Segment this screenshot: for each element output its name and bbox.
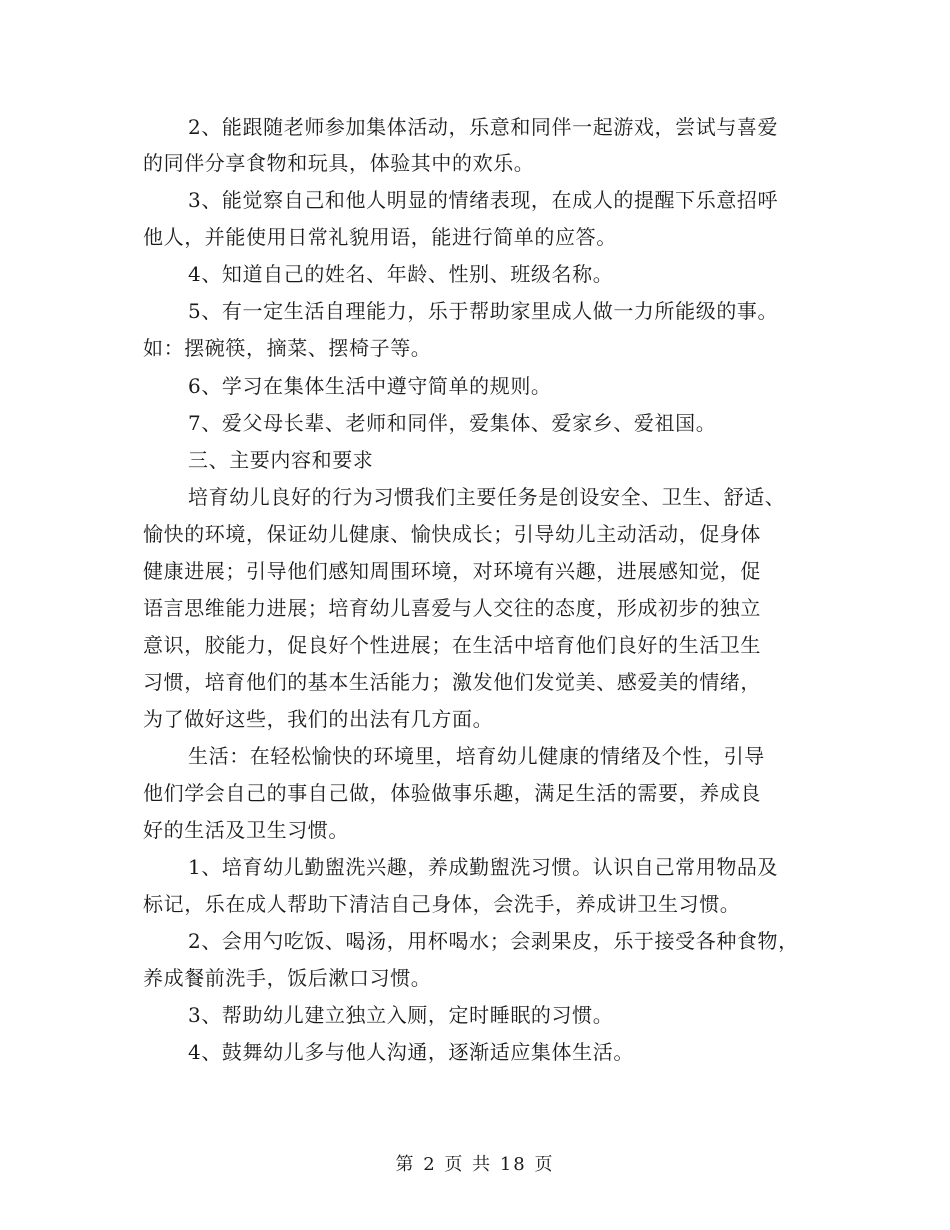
text-line: 养成餐前洗手，饭后漱口习惯。 <box>143 966 432 990</box>
text-line: 4、知道自己的姓名、年龄、性别、班级名称。 <box>188 262 614 286</box>
text-line: 好的生活及卫生习惯。 <box>143 818 349 842</box>
text-line: 2、能跟随老师参加集体活动，乐意和同伴一起游戏，尝试与喜爱 <box>188 115 779 139</box>
text-line: 他们学会自己的事自己做，体验做事乐趣，满足生活的需要，养成良 <box>143 781 761 805</box>
text-line: 生活：在轻松愉快的环境里，培育幼儿健康的情绪及个性，引导 <box>188 744 765 768</box>
section-heading: 三、主要内容和要求 <box>188 448 374 472</box>
text-line: 意识，胶能力，促良好个性进展；在生活中培育他们良好的生活卫生 <box>143 633 761 657</box>
text-line: 2、会用勺吃饭、喝汤，用杯喝水；会剥果皮，乐于接受各种食物， <box>188 929 799 953</box>
text-line: 培育幼儿良好的行为习惯我们主要任务是创设安全、卫生、舒适、 <box>188 485 786 509</box>
text-line: 3、能觉察自己和他人明显的情绪表现，在成人的提醒下乐意招呼 <box>188 188 779 212</box>
text-line: 4、鼓舞幼儿多与他人沟通，逐渐适应集体生活。 <box>188 1040 634 1064</box>
text-line: 的同伴分享食物和玩具，体验其中的欢乐。 <box>143 151 535 175</box>
text-line: 如：摆碗筷，摘菜、摆椅子等。 <box>143 336 432 360</box>
page-footer: 第 2 页 共 18 页 <box>395 1154 555 1175</box>
text-line: 习惯，培育他们的基本生活能力；激发他们发觉美、感爱美的情绪， <box>143 670 761 694</box>
text-line: 1、培育幼儿勤盥洗兴趣，养成勤盥洗习惯。认识自己常用物品及 <box>188 855 779 879</box>
text-line: 3、帮助幼儿建立独立入厕，定时睡眠的习惯。 <box>188 1003 614 1027</box>
text-line: 愉快的环境，保证幼儿健康、愉快成长；引导幼儿主动活动，促身体 <box>143 522 761 546</box>
text-line: 7、爱父母长辈、老师和同伴，爱集体、爱家乡、爱祖国。 <box>188 411 717 435</box>
text-line: 标记，乐在成人帮助下清洁自己身体，会洗手，养成讲卫生习惯。 <box>143 892 741 916</box>
text-line: 为了做好这些，我们的出法有几方面。 <box>143 707 494 731</box>
text-line: 语言思维能力进展；培育幼儿喜爱与人交往的态度，形成初步的独立 <box>143 596 761 620</box>
text-line: 他人，并能使用日常礼貌用语，能进行简单的应答。 <box>143 225 617 249</box>
text-line: 健康进展；引导他们感知周围环境，对环境有兴趣，进展感知觉，促 <box>143 559 761 583</box>
text-line: 6、学习在集体生活中遵守简单的规则。 <box>188 374 552 398</box>
text-line: 5、有一定生活自理能力，乐于帮助家里成人做一力所能级的事。 <box>188 299 779 323</box>
